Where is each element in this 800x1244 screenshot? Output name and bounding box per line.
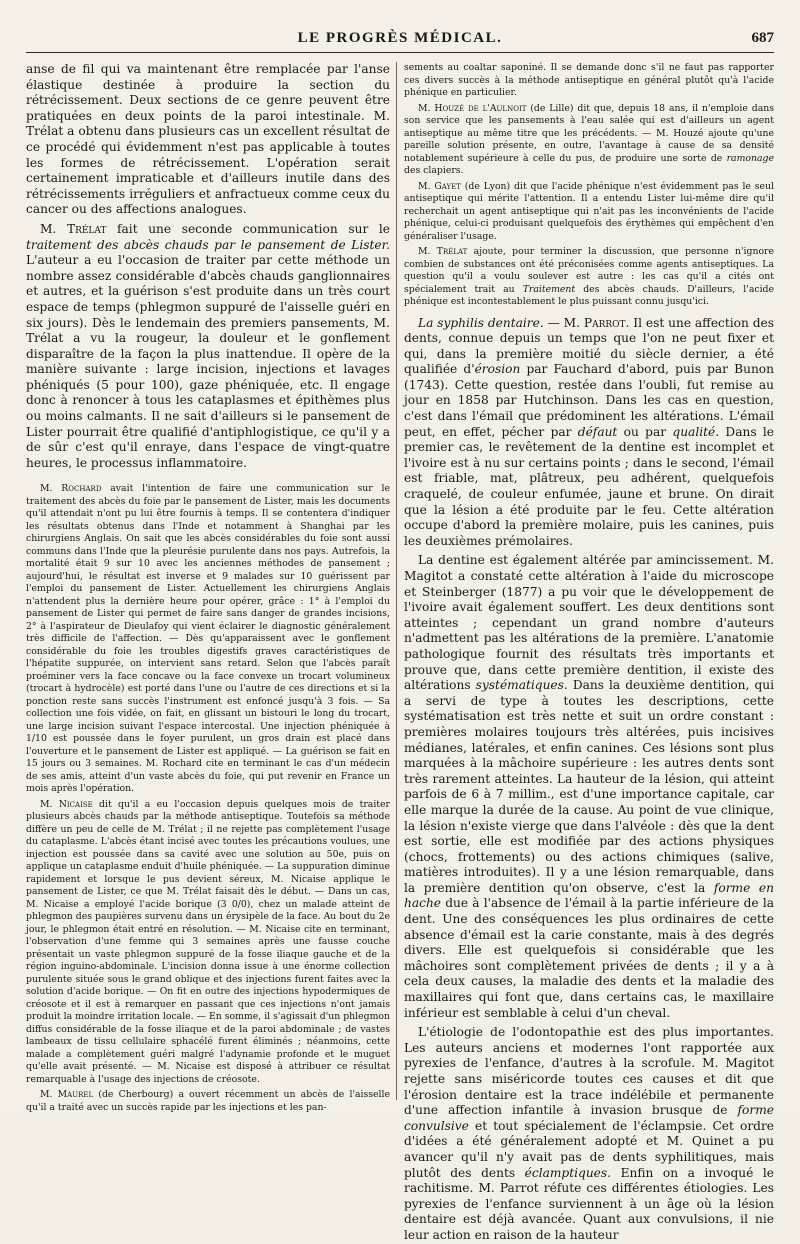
italic-term: érosion	[474, 362, 521, 377]
paragraph-text: ajoute, pour terminer la discussion, que personne n'ignore combien de substances ont été préconisées comme agents antiseptiques. La question qu'il a voulu soulever est autre : les cas qu'il a cités ont spécialement trait au	[404, 246, 774, 295]
paragraph-text: La dentine est également altérée par amincissement. M. Magitot a constaté cette altération à l'aide du microscope et Steinberger (1877) a pu voir que le développement de l'ivoire avait également souffert. Les deux dentitions sont atteintes ; cependant un grand nombre d'auteurs n'admettent pas les altérations de la première. L'anatomie pathologique fournit des résultats très importants et prouve que, dans cette première dentition, il existe des altérations	[404, 553, 774, 693]
paragraph-text: (de Cherbourg) a ouvert récemment un abcès de l'aisselle qu'il a traité avec un succès rapide par les injections et les pan-	[26, 1089, 391, 1113]
journal-title: LE PROGRÈS MÉDICAL.	[297, 30, 503, 46]
page-number: 687	[751, 30, 774, 46]
author-name: M. Trélat	[418, 246, 468, 257]
paragraph-stricture-procedure: anse de fil qui va maintenant être remplacée par l'anse élastique destinée à produire la section du rétrécissement. Deux sections de ce genre peuvent être pratiquées en deux points de la paroi intestinale. M. Trélat a obtenu dans plusieurs cas un excellent résultat de ce procédé qui évidemment n'est pas applicable à toutes les formes de rétrécissement. L'opération serait certainement impraticable et d'ailleurs inutile dans des rétrécissements irréguliers et anfractueux comme ceux du cancer ou des affections analogues.	[26, 62, 390, 217]
paragraph-syphilis-dentaire	[404, 316, 774, 550]
paragraph-text: dit qu'il a eu l'occasion depuis quelques mois de traiter plusieurs abcès chauds par la méthode antiseptique. Toutefois sa méthode diffère un peu de celle de M. Trélat ; il ne rejette pas complètement l'usage du cataplasme. L'abcès étant incisé avec toutes les précautions voulues, une injection est poussée dans sa cavité avec une solution au 50e, puis on applique un cataplasme enduit d'huile phéniquée. — La suppuration diminue rapidement et lorsque le pus devient séreux, M. Nicaise applique le pansement de Lister, ce que M. Trélat faisait dès le début. — Dans un cas, M. Nicaise a employé l'acide borique (3 0/0), chez un malade atteint de phlegmon des paupières survenu dans un érysipèle de la face. Au bout du 2e jour, le phlegmon était entré en résolution. — M. Nicaise cite en terminant, l'observation d'une femme qui 3 semaines après une fausse couche présentait un vaste phlegmon suppuré de la fosse iliaque gauche et de la région inguino-abdominale. L'incision donna issue à une énorme collection purulente située sous le grand oblique et des injections furent faites avec la solution d'acide borique. — On fit en outre des injections hypodermiques de créosote et il est à remarquer en passant que ces injections n'ont jamais produit la moindre irritation locale. — En somme, il s'agissait d'un phlegmon diffus considérable de la fosse iliaque et de la paroi abdominale ; de vastes lambeaux de tissu cellulaire sphacélé furent éliminés ; néanmoins, cette malade a complètement guéri malgré l'adynamie profonde et le muguet qu'elle avait présenté. — M. Nicaise est disposé à attribuer ce résultat remarquable à l'usage des injections de créosote.	[26, 798, 390, 1085]
paragraph-text: . Dans le premier cas, le revêtement de la dentine est incomplet et l'ivoire est à nu sur certains points ; dans le second, l'émail est friable, mat, plâtreux, peu adhérent, quelquefois craquelé, de couleur enfumée, jaune et brune. On dirait que la lésion a été produite par le feu. Cette altération occupe d'abord la première molaire, puis les canines, puis les deuxièmes prémolaires.	[404, 424, 775, 548]
paragraph-text: par Fauchard d'abord, puis par Bunon (1743). Cette question, restée dans l'oubli, fut remise au jour en 1858 par Hutchinson. Dans les cas en question, c'est dans l'émail que prédominent les altérations. L'émail peut, en effet, pécher par	[404, 362, 774, 439]
paragraph-dentine	[404, 553, 774, 1021]
paragraph-etiologie	[404, 1025, 774, 1243]
paragraph-trelat-lister	[26, 222, 390, 472]
paragraph-maurel-continued: sements au coaltar saponiné. Il se demande donc s'il ne faut pas rapporter ces divers succès à la méthode antiseptique en général plutôt qu'à l'acide phénique en particulier.	[404, 62, 774, 98]
paragraph-text: ou par	[617, 424, 673, 439]
section-title: La syphilis dentaire.	[418, 315, 544, 330]
paragraph-text: (de Lyon) dit que l'acide phénique n'est évidemment pas le seul antiseptique qui mérite l'attention. Il a entendu Lister lui-même dire qu'il recherchait un agent antiseptique qui n'ait pas les inconvénients de l'acide phénique, celui-ci produisant quelquefois des érythèmes qui empêchent d'en généraliser l'usage.	[404, 180, 774, 242]
paragraph-text: fait une seconde communication sur le	[106, 221, 390, 236]
paragraph-text: Il est une affection des dents, connue depuis un temps que l'on ne peut fixer et qui, dans la première moitié du siècle dernier, a été qualifiée d'	[404, 315, 775, 377]
italic-term: Traitement	[522, 283, 576, 295]
paragraph-text: (de Lille) dit que, depuis 18 ans, il n'emploie dans son service que les pansements à l'eau salée qui est d'ailleurs un agent antiseptique au même titre que les précédents. — M. Houzé ajoute qu'une pareille solution présente, en outre, l'avantage à cause de sa densité notablement supérieure à celle du pus, de produire une sorte de	[404, 102, 774, 164]
paragraph-text: due à l'absence de l'émail à la partie inférieure de la dent. Une des conséquences les plus ordinaires de cette absence d'émail est la carie constante, mais à des degrés divers. Elle est quelquefois si considérable que les mâchoires sont complètement privées de dents ; il y a à cela deux causes, la maladie des dents et la maladie des maxillaires qui font que, dans certains cas, le maxillaire inférieur est semblable à celui d'un cheval.	[404, 896, 774, 1020]
author-name: M. Gayet	[418, 180, 461, 192]
paragraph-text: L'auteur a eu l'occasion de traiter par cette méthode un nombre assez considérable d'abcès chauds ganglionnaires et autres, et la guérison s'est produite dans un très court espace de temps (phlegmon suppuré de l'aisselle guéri en six jours). Dès le lendemain des premiers pansements, M. Trélat a vu la rougeur, la douleur et le gonflement disparaître de la façon la plus inattendue. Il opère de la manière suivante : large incision, injections et lavages phéniqués (5 pour 100), gaze phéniquée, etc. Il engage donc à renoncer à tous les cataplasmes et épithèmes plus ou moins calmants. Il ne sait d'ailleurs si le pansement de Lister pourrait être qualifié d'antiphlogistique, ce qu'il y a de sûr c'est qu'il enraye, dans l'espace de vingt-quatre heures, le processus inflammatoire.	[26, 253, 390, 470]
paragraph-text: des clapiers.	[404, 165, 464, 176]
author-name: M. Parrot.	[563, 315, 630, 330]
italic-term: ramonage	[726, 152, 774, 164]
author-name: M. Maurel	[40, 1089, 94, 1101]
column-divider	[396, 62, 397, 1100]
italic-term: systématiques	[475, 678, 564, 693]
paragraph-houze	[404, 103, 774, 178]
paragraph-text: . Enfin on a invoqué le rachitisme. M. Parrot réfute ces différentes étiologies. Les pyrexies de l'enfance surviennent à un âge où la lésion dentaire est déjà avancée. Quant aux convulsions, il nie leur action en raison de la hauteur	[404, 1165, 774, 1242]
author-name: M. Nicaise	[40, 798, 93, 810]
italic-term: qualité	[672, 424, 716, 439]
left-column	[26, 62, 391, 1113]
paragraph-text: et tout spécialement de l'éclampsie. Cet ordre d'idées a été généralement adopté et M. Quinet a pu avancer qu'il n'y avait pas de dents syphilitiques, mais plutôt des dents	[404, 1118, 774, 1180]
page-header	[26, 30, 774, 53]
italic-term: défaut	[577, 424, 618, 439]
right-column	[404, 62, 775, 1242]
title-dash: —	[543, 315, 564, 330]
paragraph-trelat-conclusion	[404, 246, 774, 309]
paragraph-gayet	[404, 181, 774, 244]
author-name: M. Houzé de l'Aulnoit	[418, 102, 527, 114]
italic-term: éclamptiques	[524, 1165, 608, 1180]
paragraph-text: des abcès chauds. D'ailleurs, l'acide phénique est incontestablement le plus puissant connu jusqu'ici.	[404, 283, 774, 307]
paragraph-text: . Dans la deuxième dentition, qui a servi de type à toutes les descriptions, cette systématisation est très nette et suit un ordre constant : premières molaires toujours très altérées, puis incisives médianes, latérales, et enfin canines. Ces lésions sont plus marquées à la mâchoire supérieure : les autres dents sont très rarement atteintes. La hauteur de la lésion, qui atteint parfois de 6 à 7 millim., est d'une importance capitale, car elle marque la durée de la cause. Au point de vue clinique, la lésion n'existe vierge que dans l'alvéole : dès que la dent est sortie, elle est modifiée par des actions physiques (chocs, frottements) ou des actions chimiques (salive, matières introduites). Il y a une lésion remarquable, dans la première dentition qu'on observe, c'est la	[404, 678, 774, 895]
topic-title: traitement des abcès chauds par le pansement de Lister.	[26, 237, 390, 252]
author-name: M. Trélat	[40, 221, 107, 236]
paragraph-text: avait l'intention de faire une communication sur le traitement des abcès du foie par le pansement de Lister, mais les documents qu'il attendait n'ont pu lui être fournis à temps. Il se contentera d'indiquer les résultats obtenus dans l'Inde et notamment à Shanghai par les chirurgiens Anglais. On sait que les abcès considérables du foie sont aussi communs dans l'Inde que la pleurésie purulente dans nos pays. Autrefois, la mortalité était 9 sur 10 avec les anciennes méthodes de pansement ; aujourd'hui, le résultat est inverse et 9 malades sur 10 guérissent par l'emploi du pansement de Lister. Actuellement les chirurgiens Anglais n'attendent plus la dernière heure pour opérer, grâce : 1° à l'emploi du pansement de Lister qui permet de faire sans danger de grandes incisions, 2° à l'aspirateur de Dieulafoy qui vient éclairer le diagnostic généralement très difficile de l'affection. — Dès qu'apparaissent avec le gonflement considérable du foie les troubles digestifs graves caractéristiques de l'hépatite suppurée, on intervient sans retard. Selon que l'abcès paraît proéminer vers la face concave ou la face convexe un trocart volumineux (trocart à hydrocèle) est porté dans l'une ou l'autre de ces directions et si la ponction reste sans succès l'instrument est enfoncé jusqu'à 3 fois. — Sa collection une fois vidée, on fait, en glissant un bistouri le long du trocart, une large incision suivant l'espace intercostal. Une injection phéniquée à 1/10 est poussée dans le foyer purulent, un gros drain est placé dans l'ouverture et le pansement de Lister est appliqué. — La guérison se fait en 15 jours ou 3 semaines. M. Rochard cite en terminant le cas d'un médecin de ses amis, atteint d'un vaste abcès du foie, qui put revenir en France un mois après l'opération.	[26, 483, 390, 795]
paragraph-nicaise	[26, 799, 390, 1087]
italic-term: forme convulsive	[404, 1103, 774, 1133]
paragraph-maurel	[26, 1089, 390, 1114]
paragraph-rochard	[26, 483, 390, 796]
italic-term: forme en hache	[404, 880, 774, 911]
paragraph-text: L'étiologie de l'odontopathie est des plus importantes. Les auteurs anciens et modernes l'ont rapportée aux pyrexies de l'enfance, d'autres à la scrofule. M. Magitot rejette sans miséricorde toutes ces causes et dit que l'érosion dentaire est la trace indélébile et permanente d'une affection infantile à invasion brusque de	[404, 1025, 774, 1118]
author-name: M. Rochard	[40, 483, 102, 495]
